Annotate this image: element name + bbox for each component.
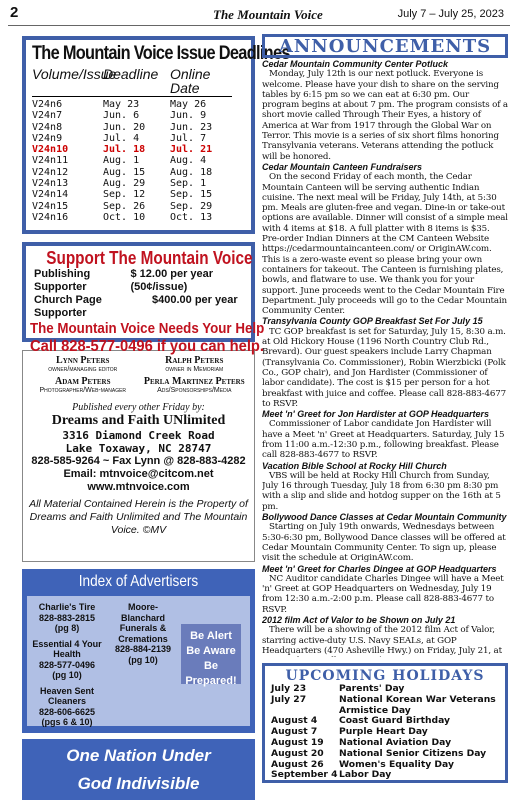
holiday-date: September 4 <box>271 769 338 781</box>
online-date: Aug. 4 <box>170 155 207 167</box>
holiday-row <box>271 749 499 760</box>
support-price: $ 12.00 per year (50¢/issue) <box>130 268 214 293</box>
publisher-info <box>27 402 250 537</box>
advertiser-line: 828-577-0496 (pg 10) <box>38 659 96 680</box>
holiday-row <box>271 695 499 717</box>
deadline-date: Oct. 10 <box>103 211 146 223</box>
online-date: Sep. 15 <box>170 189 213 201</box>
online-date: Jul. 21 <box>170 144 213 156</box>
deadline-date: Sep. 26 <box>103 200 146 212</box>
deadlines-header <box>32 67 245 95</box>
announcement-text: There will be a showing of the 2012 film Act of Valor, starring active-duty U.S. Navy SEALs, at GOP Headquarters (470 Asheville Hwy.) on Friday, July 21, at <box>262 625 502 656</box>
deadline-date: Jun. 20 <box>103 121 146 133</box>
staff-member <box>139 376 251 394</box>
deadline-row <box>32 144 245 155</box>
staff-name: Perla Martinez Peters <box>143 376 245 387</box>
online-date: Jul. 7 <box>170 132 207 144</box>
holiday-name: National Aviation Day <box>339 736 452 748</box>
deadline-date: May 23 <box>103 99 140 110</box>
col-online-date: Online Date <box>170 66 211 96</box>
copyright-statement: All Material Contained Herein is the Property of Dreams and Faith Unlimited and The Mountain Voice. <box>29 498 248 536</box>
deadline-date: Sep. 12 <box>103 189 146 201</box>
announcement-text: NC Auditor candidate Charles Dingee will have a Meet 'n' Greet at GOP Headquarters on Wednesday, July 19 from 12:30 a.m.-2:00 p.m. Please call 828-883-4677 to RSVP. <box>262 573 504 615</box>
holiday-date: August 4 <box>271 715 318 727</box>
staff-member <box>139 355 251 373</box>
col-deadline: Deadline <box>103 66 159 82</box>
address-line-2: Lake Toxaway, NC 28747 <box>65 442 212 455</box>
advertisers-panel <box>27 596 250 726</box>
announcement-heading: Bollywood Dance Classes at Cedar Mountain Community <box>262 512 507 523</box>
masthead: The Mountain Voice <box>213 7 323 22</box>
holiday-row <box>271 770 499 781</box>
copyright-mark: ©MV <box>142 524 167 536</box>
col-volume-issue: Volume/Issue <box>32 66 117 82</box>
deadline-row <box>32 189 245 200</box>
deadline-date: Jul. 4 <box>103 132 140 144</box>
deadline-row <box>32 201 245 212</box>
right-column <box>262 34 508 783</box>
deadline-issue: V24n13 <box>32 178 69 190</box>
advertiser-line: 828-606-6625 (pgs 6 & 10) <box>38 706 96 727</box>
holiday-date: July 27 <box>271 693 307 705</box>
online-date: Sep. 1 <box>170 178 207 190</box>
holiday-name: Purple Heart Day <box>339 726 428 738</box>
announcement-heading: Meet 'n' Greet for Charles Dingee at GOP Headquarters <box>262 563 497 574</box>
nation-banner <box>22 739 255 800</box>
holiday-name: National Senior Citizens Day <box>339 747 487 759</box>
holiday-name: Women's Equality Day <box>339 758 454 770</box>
holiday-date: August 7 <box>271 726 318 738</box>
announcement-heading: 2012 film Act of Valor to be Shown on July 21 <box>262 615 456 626</box>
online-date: Aug. 18 <box>170 166 213 178</box>
announcement-text: On the second Friday of each month, the Cedar Mountain Canteen will be serving authentic Indian cuisine. The next meal will be Friday, July 14th, at 5:30 pm. Meals are gluten-free and vegan. Dine-in or take-out options are available. Dinner will consist of a simple meal with 4 items at $18. A full platter with 8 items is $35. Pre-order Indian Dinners at the CM Canteen Website https://cedarmountaincanteen.com/ or OriginAW.com. This is a zero-waste event so please bring your own containers for takeout. The Canteen is furnishing plates, bowls, and flatware to use. We thank you for your support. June proceeds went to the Cedar Mountain Fire Department. July proceeds will go to the Cedar Mountain Community Center. <box>262 172 508 317</box>
advertisers-column-1 <box>31 602 103 728</box>
holiday-name: Parents' Day <box>339 683 405 694</box>
deadline-row <box>32 122 245 133</box>
holidays-list <box>271 684 499 781</box>
deadline-row <box>32 178 245 189</box>
deadline-row <box>32 99 245 110</box>
deadline-issue: V24n9 <box>32 132 63 144</box>
deadline-date: Aug. 1 <box>103 155 140 167</box>
announcement-text: TC GOP breakfast is set for Saturday, July 15, 8:30 a.m. at Old Hickory House (1196 North Country Club Rd., Brevard). Our guest speakers include Larry Chapman (Transylvania Co. Commissioner), Robin Wierzbicki (Polk Co., GOP chair), and Jon Hardister (Commissioner of labor candidate). The cost is $15 per person for a hot breakfast with juice and coffee. Please call 828-883-4677 to RSVP. <box>262 326 506 409</box>
advertiser-line: Cremations <box>118 633 168 644</box>
advertisers-column-2 <box>107 602 179 665</box>
phone-line: 828-585-9264 ~ Fax Lynn @ 828-883-4282 <box>31 455 246 467</box>
deadline-row <box>32 133 245 144</box>
advertiser-line: Essential 4 Your Health <box>32 638 102 659</box>
deadline-date: Aug. 29 <box>103 178 146 190</box>
holiday-name: Labor Day <box>339 769 392 781</box>
announcements-body <box>262 59 508 657</box>
staff-role: Ads/Sponsorships/Media <box>157 387 232 394</box>
announcement-heading: Meet 'n' Greet for Jon Hardister at GOP Headquarters <box>262 409 490 420</box>
deadline-row <box>32 155 245 166</box>
holiday-date: August 19 <box>271 736 324 748</box>
support-label: Publishing Supporter <box>34 268 91 293</box>
published-line: Published every other Friday by: <box>72 402 205 413</box>
staff-name: Adam Peters <box>54 376 111 387</box>
deadline-date: Jun. 6 <box>103 110 140 122</box>
deadline-issue: V24n7 <box>32 110 63 122</box>
announcement-heading: Cedar Mountain Canteen Fundraisers <box>262 161 423 172</box>
staff-name: Ralph Peters <box>165 355 224 366</box>
holidays-title: UPCOMING HOLIDAYS <box>285 668 485 684</box>
announcement-text: Monday, July 12th is our next potluck. Everyone is welcome. Please have your dish to share on the serving tables by 6:15 pm so we can eat at 6:30 pm. Our program begins at about 7 pm. The program consists of a short movie called Through Their Eyes, a history of America at War from 1917 through the Global War on Terror. This movie is a series of six short films honoring Transylvania veterans. Veterans attending the potluck will be honored. <box>262 69 508 162</box>
deadline-issue: V24n10 <box>32 144 69 156</box>
page-header <box>8 4 510 26</box>
issue-date: July 7 – July 25, 2023 <box>397 8 504 20</box>
advertisers-title: Index of Advertisers <box>78 573 199 590</box>
be-alert-badge <box>181 624 241 687</box>
support-row <box>34 268 247 294</box>
deadline-issue: V24n14 <box>32 189 69 201</box>
deadlines-rule <box>32 96 232 97</box>
deadlines-title: The Mountain Voice Issue Deadlines <box>32 43 290 64</box>
advertiser-line: Charlie's Tire <box>38 602 96 612</box>
address-line-1: 3316 Diamond Creek Road <box>62 429 215 442</box>
deadline-row <box>32 167 245 178</box>
online-date: Jun. 9 <box>170 110 207 122</box>
nation-line-2: God Indivisible <box>77 774 200 793</box>
company-name: Dreams and Faith UNlimited <box>51 413 226 428</box>
announcements-title: ANNOUNCEMENTS <box>262 34 508 58</box>
online-date: Sep. 29 <box>170 200 213 212</box>
deadlines-box <box>22 36 290 234</box>
staff-role: owner/managing editor <box>48 366 118 373</box>
staff-box <box>22 350 255 562</box>
announcement-text: VBS will be held at Rocky Hill Church from Sunday, July 16 through Tuesday, July 18 from 6:30 pm 8:30 pm with a slip and slide and hotdog supper on the 16th at 5 pm. <box>262 470 501 512</box>
support-title: Support The Mountain Voice <box>46 248 253 268</box>
announcement-text: Commissioner of Labor candidate Jon Hardister will have a Meet 'n' Greet at Headquarters. Saturday, July 15 from 11:00 a.m.-12:30 p.m., following breakfast. Please call 828-883-4677 to RSVP. <box>262 419 505 461</box>
deadline-issue: V24n6 <box>32 99 63 110</box>
online-date: May 26 <box>170 99 207 110</box>
advertiser-line: 828-883-2815 (pg 8) <box>38 612 96 633</box>
needs-help-text: The Mountain Voice Needs Your Help <box>30 321 265 337</box>
deadline-row <box>32 110 245 121</box>
staff-role: Photographer/Web-manager <box>39 387 127 394</box>
deadline-issue: V24n15 <box>32 200 69 212</box>
holiday-date: August 26 <box>271 758 324 770</box>
support-box <box>22 242 265 355</box>
deadline-row <box>32 212 245 223</box>
advertiser-line: 828-884-2139 (pg 10) <box>114 644 172 665</box>
online-date: Jun. 23 <box>170 121 213 133</box>
email-line: Email: mtnvoice@citcom.net <box>63 468 214 480</box>
holiday-name: National Korean War Veterans Armistice Day <box>339 693 496 716</box>
alert-line: Be Aware <box>186 645 236 657</box>
deadline-issue: V24n11 <box>32 155 69 167</box>
deadlines-rows <box>32 99 245 223</box>
deadline-date: Jul. 18 <box>103 144 146 156</box>
announcement-text: Starting on July 19th onwards, Wednesdays between 5:30-6:30 pm, Bollywood Dance classes will be offered at Cedar Mountain Community Center. To sign up, please visit the schedule at OriginAW.com. <box>262 522 506 564</box>
staff-name: Lynn Peters <box>56 355 110 366</box>
page-number: 2 <box>10 4 19 21</box>
alert-line: Be Prepared! <box>185 660 237 687</box>
holiday-date: August 20 <box>271 747 324 759</box>
deadline-issue: V24n16 <box>32 211 69 223</box>
staff-member <box>27 376 139 394</box>
staff-member <box>27 355 139 373</box>
website-line: www.mtnvoice.com <box>87 481 190 493</box>
copyright-text <box>27 498 250 537</box>
online-date: Oct. 13 <box>170 211 213 223</box>
announcement-heading: Transylvania County GOP Breakfast Set For July 15 <box>262 316 483 327</box>
deadline-issue: V24n12 <box>32 166 69 178</box>
nation-line-1: One Nation Under <box>66 746 211 765</box>
staff-role: owner in Memoriam <box>165 366 224 373</box>
support-label: Church Page Supporter <box>34 294 102 319</box>
deadline-issue: V24n8 <box>32 121 63 133</box>
staff-grid <box>27 355 250 394</box>
support-row <box>34 294 247 320</box>
advertiser-line: Moore-Blanchard Funerals & <box>119 602 167 633</box>
announcement-heading: Vacation Bible School at Rocky Hill Church <box>262 460 447 471</box>
holiday-date: July 23 <box>271 683 307 694</box>
advertisers-box <box>22 569 255 733</box>
call-text: Call 828-577-0496 if you can help. <box>30 338 264 355</box>
announcement-heading: Cedar Mountain Community Center Potluck <box>262 59 449 69</box>
holiday-name: Coast Guard Birthday <box>339 715 450 727</box>
advertiser-line: Heaven Sent Cleaners <box>39 685 95 706</box>
alert-line: Be Alert <box>190 630 232 642</box>
holidays-box <box>262 663 508 783</box>
support-price: $400.00 per year <box>152 294 238 306</box>
deadline-date: Aug. 15 <box>103 166 146 178</box>
